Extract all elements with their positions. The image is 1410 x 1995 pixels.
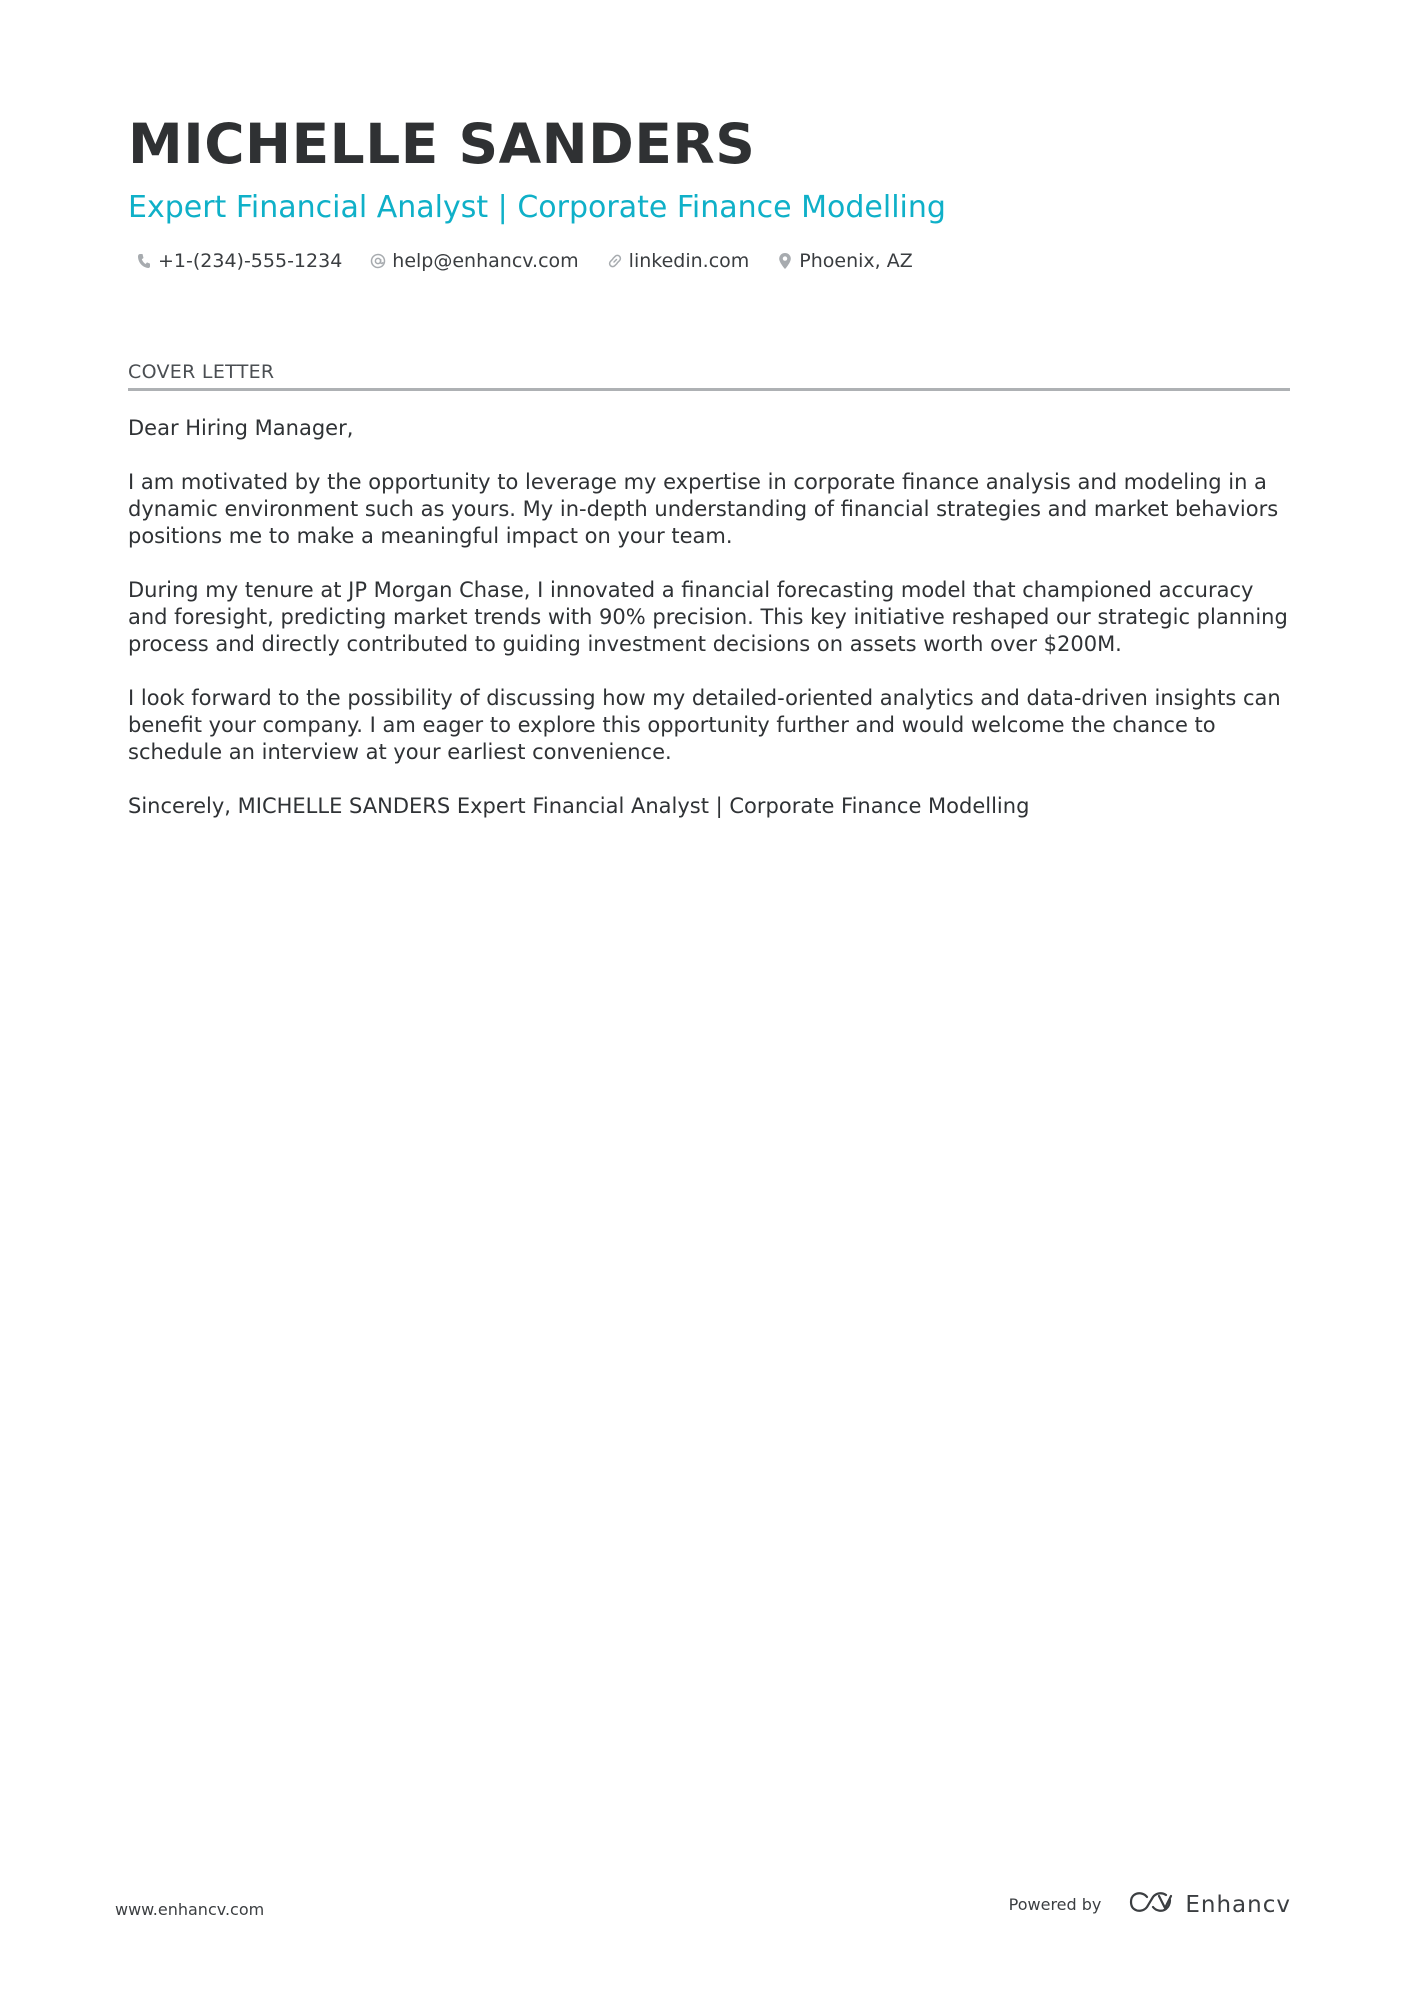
at-icon [370, 252, 386, 270]
contact-bar [128, 250, 1288, 272]
section-title: COVER LETTER [128, 360, 1290, 391]
location-text: Phoenix, AZ [799, 250, 913, 272]
email-text: help@enhancv.com [392, 250, 579, 272]
website-text: linkedin.com [628, 250, 750, 272]
candidate-title: Expert Financial Analyst | Corporate Finance Modelling [128, 190, 946, 225]
letter-paragraph-3: I look forward to the possibility of discussing how my detailed-oriented analytics and data-driven insights can benefit your company. I am eager to explore this opportunity further and would welcome the chance to schedule an interview at your earliest convenience. [128, 686, 1281, 764]
footer [115, 1890, 1291, 1930]
letter-paragraph-1: I am motivated by the opportunity to leverage my expertise in corporate finance analysis and modeling in a dynamic environment such as yours. My in-depth understanding of financial strategies and market behaviors positions me to make a meaningful impact on your team. [128, 470, 1279, 548]
header [128, 108, 1288, 272]
letter-paragraph-2: During my tenure at JP Morgan Chase, I innovated a financial forecasting model that championed accuracy and foresight, predicting market trends with 90% precision. This key initiative reshaped our strategic planning process and directly contributed to guiding investment decisions on assets worth over $200M. [128, 578, 1288, 656]
brand-name: Enhancv [1185, 1891, 1291, 1918]
letter-body [128, 415, 1290, 820]
letter-greeting: Dear Hiring Manager, [128, 416, 354, 440]
powered-by-label: Powered by [1008, 1895, 1102, 1914]
footer-website-link[interactable]: www.enhancv.com [115, 1900, 265, 1919]
contact-website[interactable] [607, 250, 750, 272]
link-icon [607, 252, 623, 270]
phone-text: +1-(234)-555-1234 [158, 250, 343, 272]
phone-icon [136, 252, 152, 270]
contact-location [777, 250, 912, 272]
contact-phone[interactable] [136, 250, 342, 272]
footer-branding [1009, 1890, 1291, 1919]
brand-logo[interactable] [1127, 1890, 1291, 1919]
location-pin-icon [777, 252, 793, 270]
letter-closing: Sincerely, MICHELLE SANDERS Expert Financial Analyst | Corporate Finance Modelling [128, 794, 1030, 818]
contact-email[interactable] [370, 250, 578, 272]
cover-letter-section [128, 360, 1290, 847]
candidate-name: MICHELLE SANDERS [128, 112, 756, 176]
enhancv-logo-icon [1127, 1890, 1173, 1919]
